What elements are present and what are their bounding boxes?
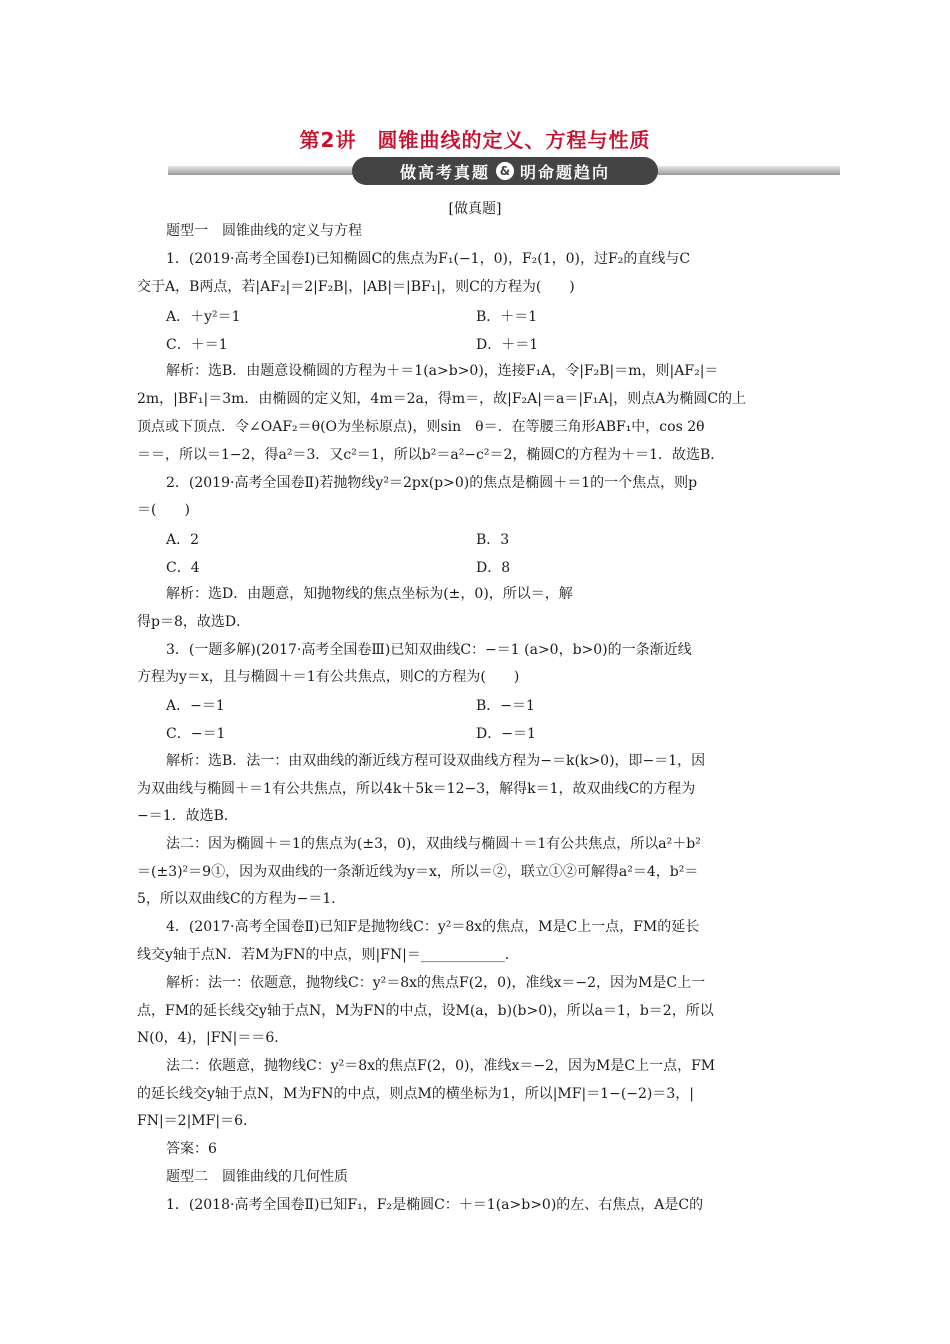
type2-q1-stem-1: 1．(2018·高考全国卷Ⅱ)已知F₁，F₂是椭圆C：＋＝1(a>b>0)的左、右焦点，A是C的 xyxy=(166,1197,704,1213)
q4-answer: 答案：6 xyxy=(166,1141,217,1157)
q3-solution-1: 解析：选B．法一：由双曲线的渐近线方程可设双曲线方程为−＝k(k>0)，即−＝1，因 xyxy=(166,753,706,769)
q1-option-d: D．＋＝1 xyxy=(476,337,539,353)
q2-stem-2: ＝( ) xyxy=(137,502,190,518)
banner-label xyxy=(352,157,658,185)
heading-type-1: 题型一 圆锥曲线的定义与方程 xyxy=(166,223,362,239)
q2-option-c: C．4 xyxy=(166,560,200,576)
q4-solution-3: N(0，4)，|FN|＝＝6． xyxy=(137,1030,289,1046)
q1-solution-4: ＝＝，所以＝1−2，得a²＝3．又c²＝1，所以b²＝a²−c²＝2，椭圆C的方程为＋＝1．故选B． xyxy=(137,447,725,463)
q4-method2-3: FN|＝2|MF|＝6． xyxy=(137,1113,257,1129)
q4-method2-2: 的延长线交y轴于点N，M为FN的中点，则点M的横坐标为1，所以|MF|＝1−(−2)＝3，| xyxy=(137,1086,695,1102)
q3-solution-2: 为双曲线与椭圆＋＝1有公共焦点，所以4k＋5k＝12−3，解得k＝1，故双曲线C的方程为 xyxy=(137,781,696,797)
q2-solution-1: 解析：选D．由题意，知抛物线的焦点坐标为(±，0)，所以＝，解 xyxy=(166,586,573,602)
q1-solution-2: 2m，|BF₁|＝3m．由椭圆的定义知，4m＝2a，得m＝，故|F₂A|＝a＝|F₁A|，则点A为椭圆C的上 xyxy=(137,391,747,407)
q1-option-c: C．＋＝1 xyxy=(166,337,228,353)
q2-solution-2: 得p＝8，故选D． xyxy=(137,614,251,630)
q4-method2-1: 法二：依题意，抛物线C：y²＝8x的焦点F(2，0)，准线x＝−2，因为M是C上一点，FM xyxy=(166,1058,716,1074)
q1-stem-1: 1．(2019·高考全国卷Ⅰ)已知椭圆C的焦点为F₁(−1，0)，F₂(1，0)，过F₂的直线与C xyxy=(166,251,691,267)
q4-stem-1: 4．(2017·高考全国卷Ⅱ)已知F是抛物线C：y²＝8x的焦点，M是C上一点，FM的延长 xyxy=(166,919,700,935)
q2-option-b: B．3 xyxy=(476,532,510,548)
q1-solution-1: 解析：选B．由题意设椭圆的方程为＋＝1(a>b>0)，连接F₁A，令|F₂B|＝m，则|AF₂|＝ xyxy=(166,363,719,379)
section-banner xyxy=(168,157,840,185)
heading-type-2: 题型二 圆锥曲线的几何性质 xyxy=(166,1169,348,1185)
q3-solution-3: −＝1．故选B． xyxy=(137,808,238,824)
page-title: 第2讲 圆锥曲线的定义、方程与性质 xyxy=(299,128,651,152)
q4-stem-2: 线交y轴于点N．若M为FN的中点，则|FN|＝____________． xyxy=(137,947,519,963)
q1-option-a: A．＋y²＝1 xyxy=(166,309,241,325)
q1-solution-3: 顶点或下顶点．令∠OAF₂＝θ(O为坐标原点)，则sin θ＝．在等腰三角形ABF₁中，cos 2θ xyxy=(137,419,705,435)
q3-stem-2: 方程为y＝x，且与椭圆＋＝1有公共焦点，则C的方程为( ) xyxy=(137,669,520,685)
q3-option-c: C．−＝1 xyxy=(166,726,226,742)
q3-stem-1: 3．(一题多解)(2017·高考全国卷Ⅲ)已知双曲线C：−＝1 (a>0，b>0)的一条渐近线 xyxy=(166,642,692,658)
q3-option-d: D．−＝1 xyxy=(476,726,536,742)
q3-option-b: B．−＝1 xyxy=(476,698,535,714)
q3-option-a: A．−＝1 xyxy=(166,698,225,714)
q1-stem-2: 交于A，B两点，若|AF₂|＝2|F₂B|，|AB|＝|BF₁|，则C的方程为( ) xyxy=(137,279,575,295)
q3-method2-3: 5，所以双曲线C的方程为−＝1． xyxy=(137,891,346,907)
q4-solution-2: 点，FM的延长线交y轴于点N，M为FN的中点，设M(a，b)(b>0)，所以a＝1，b＝2，所以 xyxy=(137,1003,714,1019)
q4-solution-1: 解析：法一：依题意，抛物线C：y²＝8x的焦点F(2，0)，准线x＝−2，因为M是C上一 xyxy=(166,975,706,991)
banner-right-text: 明命题趋向 xyxy=(520,162,611,182)
q3-method2-1: 法二：因为椭圆＋＝1的焦点为(±3，0)，双曲线与椭圆＋＝1有公共焦点，所以a²＋b² xyxy=(166,836,701,852)
q2-stem-1: 2．(2019·高考全国卷Ⅱ)若抛物线y²＝2px(p>0)的焦点是椭圆＋＝1的一个焦点，则p xyxy=(166,475,698,491)
section-label: [做真题] xyxy=(448,201,502,217)
q2-option-a: A．2 xyxy=(166,532,200,548)
q3-method2-2: ＝(±3)²＝9①，因为双曲线的一条渐近线为y＝x，所以＝②，联立①②可解得a²＝4，b²＝ xyxy=(137,864,699,880)
ampersand-icon: & xyxy=(496,162,514,180)
q1-option-b: B．＋＝1 xyxy=(476,309,538,325)
q2-option-d: D．8 xyxy=(476,560,511,576)
banner-left-text: 做高考真题 xyxy=(399,162,490,182)
